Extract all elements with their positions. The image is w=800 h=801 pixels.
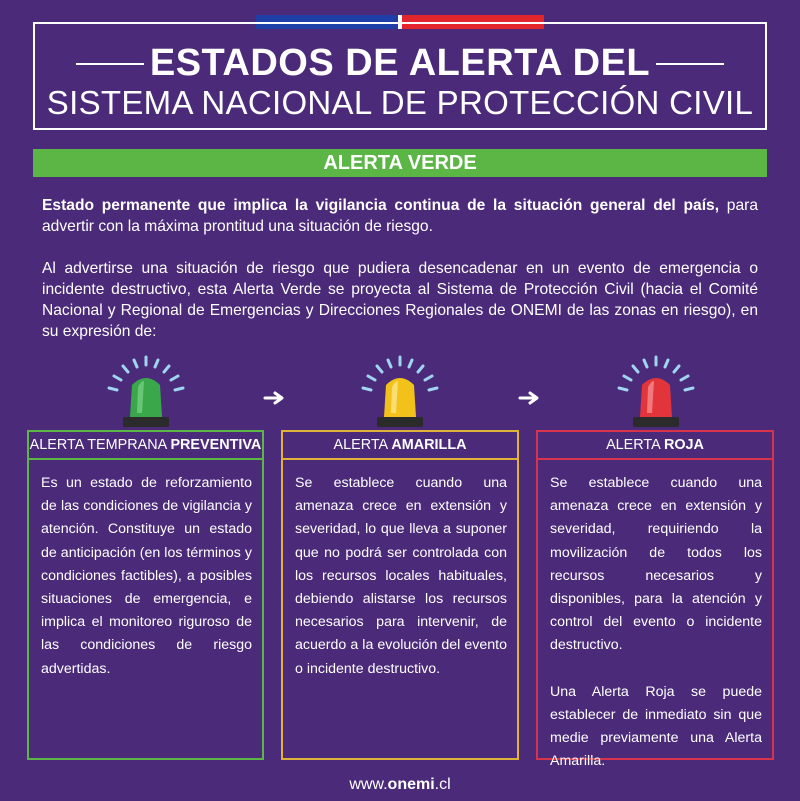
intro-rest-text: para advertir con la máxima prontitud una situación de riesgo. bbox=[42, 197, 759, 235]
green-beacon-icon bbox=[101, 355, 191, 430]
arrow-right-icon bbox=[518, 390, 542, 406]
panel-body bbox=[538, 460, 772, 773]
website-link[interactable]: www.onemi.cl bbox=[349, 776, 451, 793]
alerta-verde-banner: ALERTA VERDE bbox=[33, 149, 767, 177]
panel-body bbox=[283, 460, 517, 681]
panel-heading: ALERTA AMARILLA bbox=[283, 432, 517, 460]
panel-text: Es un estado de reforzamiento de las condiciones de vigilancia y atención. Constituye un estado de anticipación (en los términos y condiciones factibles), a posibles situaciones de emergencia, e implica el monitoreo riguroso de las condiciones de riesgo advertidas. bbox=[41, 475, 252, 677]
panel-text: Se establece cuando una amenaza crece en extensión y severidad, lo que lleva a suponer que no podrá ser controlada con los recursos locales habituales, debiendo alistarse los recursos necesarios para intervenir, de acuerdo a la evolución del evento o incidente destructivo. bbox=[295, 475, 507, 677]
intro-paragraph bbox=[42, 195, 758, 237]
yellow-beacon-icon bbox=[355, 355, 445, 430]
intro-bold-text: Estado permanente que implica la vigilancia continua de la situación general del país, bbox=[42, 197, 720, 214]
panel-heading: ALERTA TEMPRANA PREVENTIVA bbox=[29, 432, 262, 460]
page-title: ESTADOS DE ALERTA DEL bbox=[149, 42, 651, 84]
panel-alerta-amarilla bbox=[281, 430, 519, 760]
red-beacon-svg bbox=[611, 355, 701, 430]
arrow-right-icon bbox=[263, 390, 287, 406]
page-subtitle: SISTEMA NACIONAL DE PROTECCIÓN CIVIL bbox=[46, 84, 754, 121]
panel-alerta-roja bbox=[536, 430, 774, 770]
yellow-beacon-svg bbox=[355, 355, 445, 430]
expression-paragraph: Al advertirse una situación de riesgo que pudiera desencadenar en un evento de emergencia o incidente destructivo, esta Alerta Verde se proyecta al Sistema de Protección Civil (hacia el Comité Nacional y Regional de Emergencias y Direcciones Regionales de ONEMI de las zonas en riesgo), en su expresión de: bbox=[42, 260, 758, 340]
red-beacon-icon bbox=[611, 355, 701, 430]
panel-alerta-temprana-preventiva bbox=[27, 430, 264, 760]
green-beacon-svg bbox=[101, 355, 191, 430]
panel-text: Se establece cuando una amenaza crece en extensión y severidad, requiriendo la movilización de todos los recursos necesarios y disponibles, para la atención y control del evento o incidente destructivo. bbox=[550, 475, 762, 654]
panel-text: Una Alerta Roja se puede establecer de inmediato sin que medie previamente una Alerta Amarilla. bbox=[550, 683, 762, 770]
panel-body bbox=[29, 460, 262, 681]
panel-heading: ALERTA ROJA bbox=[538, 432, 772, 460]
